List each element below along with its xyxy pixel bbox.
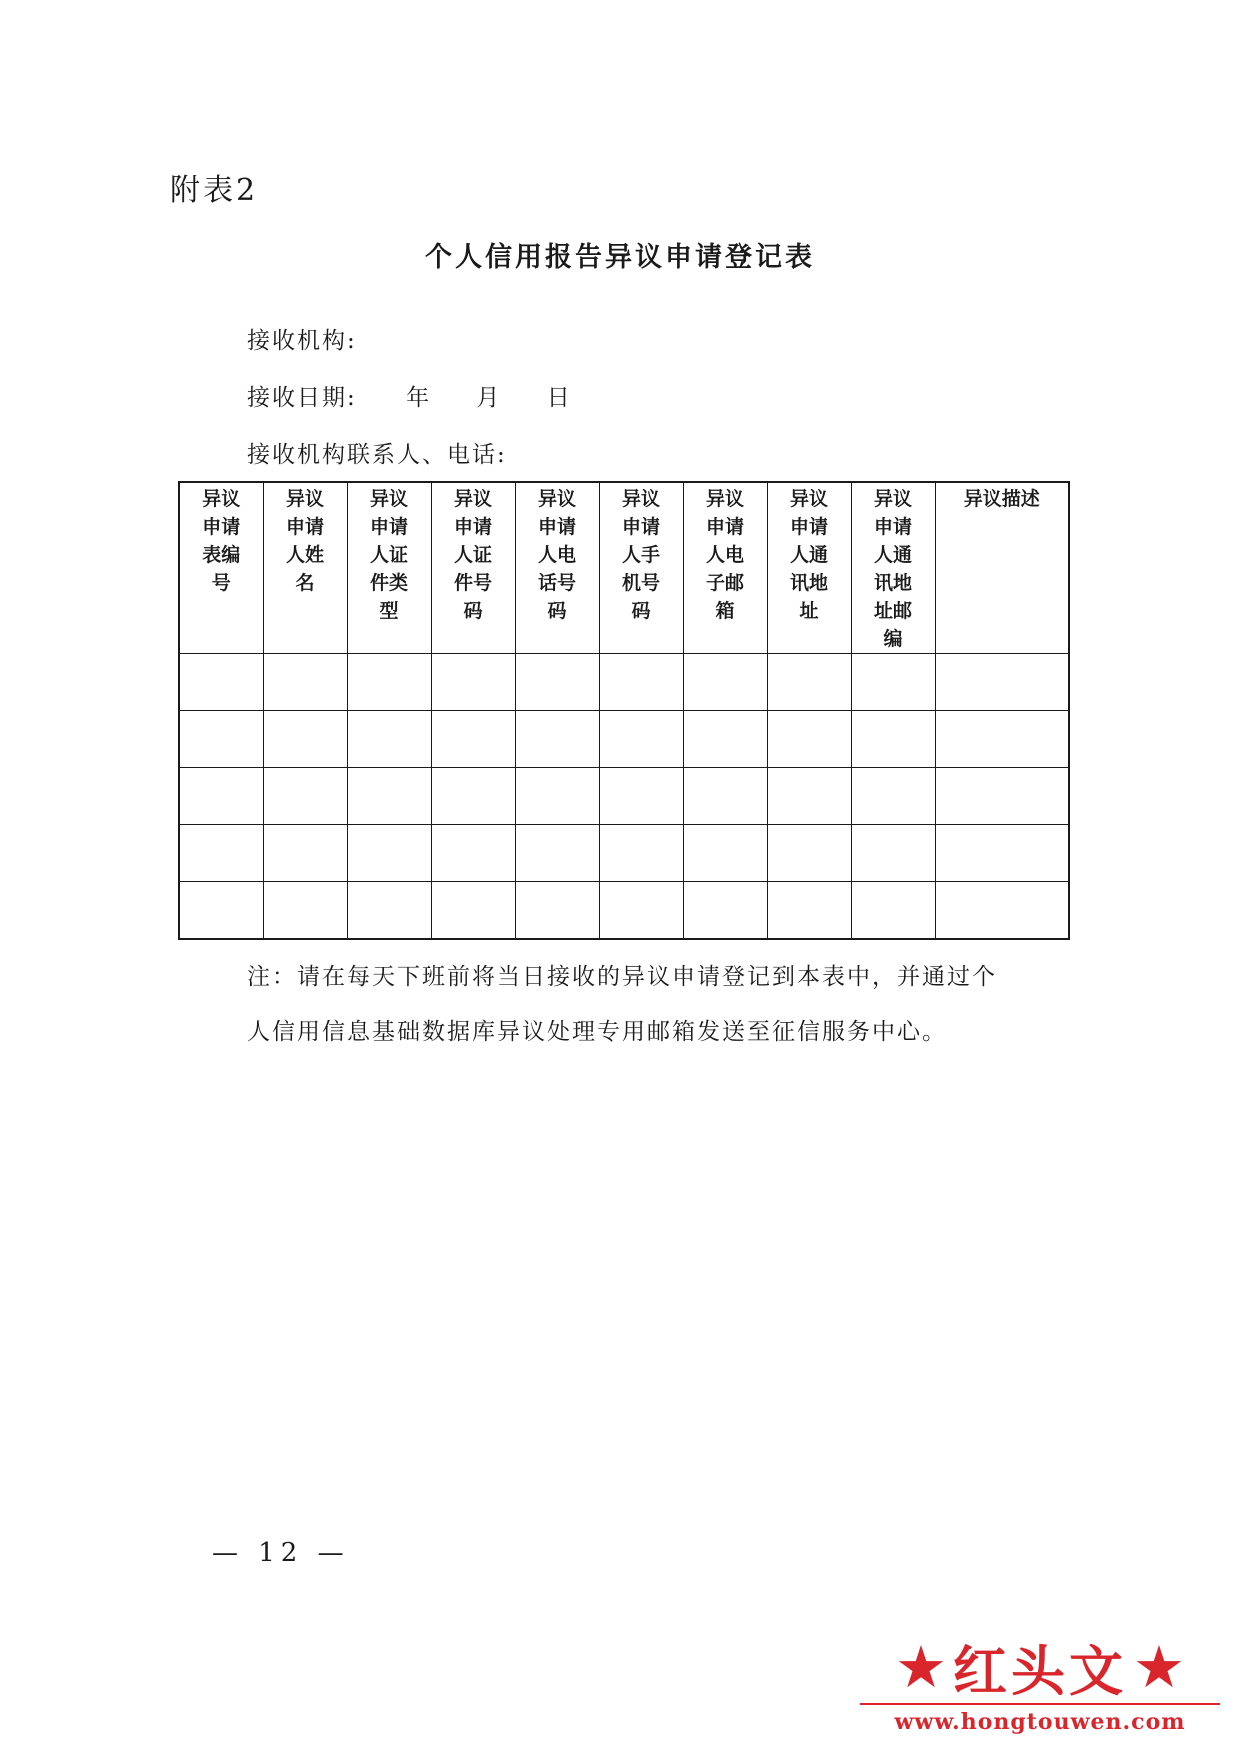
- table-cell: [599, 768, 683, 825]
- table-row: [179, 882, 1069, 940]
- table-cell: [179, 711, 263, 768]
- table-cell: [515, 711, 599, 768]
- table-cell: [851, 768, 935, 825]
- table-cell: [767, 825, 851, 882]
- header-mobile-number: 异议 申请 人手 机号 码: [599, 482, 683, 654]
- table-cell: [263, 711, 347, 768]
- table-cell: [179, 768, 263, 825]
- registration-table: [178, 481, 1070, 940]
- table-cell: [935, 654, 1069, 711]
- table-cell: [599, 882, 683, 940]
- table-cell: [851, 654, 935, 711]
- table-cell: [179, 825, 263, 882]
- table-cell: [767, 882, 851, 940]
- receiving-org-field: 接收机构:: [247, 328, 357, 354]
- header-id-type: 异议 申请 人证 件类 型: [347, 482, 431, 654]
- table-body: [179, 654, 1069, 940]
- table-cell: [515, 768, 599, 825]
- table-cell: [935, 711, 1069, 768]
- table-cell: [851, 711, 935, 768]
- table-cell: [431, 654, 515, 711]
- table-cell: [431, 768, 515, 825]
- star-icon: ★: [1133, 1633, 1185, 1701]
- table-cell: [683, 768, 767, 825]
- date-day: 日: [546, 385, 572, 411]
- date-month: 月: [476, 385, 502, 411]
- watermark-logo: [860, 1635, 1220, 1745]
- table-cell: [347, 882, 431, 940]
- table-cell: [431, 825, 515, 882]
- table-cell: [347, 825, 431, 882]
- table-cell: [935, 768, 1069, 825]
- watermark-url: www.hongtouwen.com: [860, 1703, 1220, 1735]
- table-cell: [683, 882, 767, 940]
- table-cell: [515, 825, 599, 882]
- table-cell: [263, 654, 347, 711]
- page-number: — 12 —: [212, 1538, 350, 1568]
- date-year: 年: [406, 385, 432, 411]
- table-row: [179, 711, 1069, 768]
- table-row: [179, 825, 1069, 882]
- table-cell: [263, 825, 347, 882]
- contact-field: 接收机构联系人、电话:: [247, 442, 507, 468]
- header-description: 异议描述: [935, 482, 1069, 654]
- form-title: 个人信用报告异议申请登记表: [425, 242, 815, 273]
- star-icon: ★: [895, 1633, 947, 1701]
- table-cell: [347, 768, 431, 825]
- receiving-date-label: 接收日期:: [247, 385, 357, 411]
- table-cell: [851, 882, 935, 940]
- table-row: [179, 654, 1069, 711]
- table-cell: [599, 654, 683, 711]
- header-email: 异议 申请 人电 子邮 箱: [683, 482, 767, 654]
- annex-label: 附表2: [170, 173, 259, 208]
- table-row: [179, 768, 1069, 825]
- table-cell: [263, 882, 347, 940]
- table-cell: [683, 711, 767, 768]
- table-cell: [599, 711, 683, 768]
- watermark-text: 红头文: [953, 1639, 1127, 1703]
- receiving-date-field: [247, 379, 572, 412]
- table-cell: [767, 654, 851, 711]
- table-cell: [431, 711, 515, 768]
- header-phone-number: 异议 申请 人电 话号 码: [515, 482, 599, 654]
- note-line-1: 注：请在每天下班前将当日接收的异议申请登记到本表中，并通过个: [247, 964, 997, 990]
- table-cell: [767, 711, 851, 768]
- table-cell: [263, 768, 347, 825]
- table-header-row: [179, 482, 1069, 654]
- table-cell: [179, 654, 263, 711]
- table-cell: [515, 654, 599, 711]
- table-cell: [935, 882, 1069, 940]
- table-cell: [767, 768, 851, 825]
- table-cell: [599, 825, 683, 882]
- note-line-2: 人信用信息基础数据库异议处理专用邮箱发送至征信服务中心。: [247, 1019, 947, 1045]
- table-cell: [935, 825, 1069, 882]
- header-address: 异议 申请 人通 讯地 址: [767, 482, 851, 654]
- table-cell: [179, 882, 263, 940]
- header-form-number: 异议 申请 表编 号: [179, 482, 263, 654]
- table-cell: [683, 825, 767, 882]
- table-cell: [851, 825, 935, 882]
- header-postal-code: 异议 申请 人通 讯地 址邮 编: [851, 482, 935, 654]
- table-cell: [431, 882, 515, 940]
- table-cell: [347, 654, 431, 711]
- header-id-number: 异议 申请 人证 件号 码: [431, 482, 515, 654]
- table-cell: [515, 882, 599, 940]
- table-cell: [683, 654, 767, 711]
- table-cell: [347, 711, 431, 768]
- header-applicant-name: 异议 申请 人姓 名: [263, 482, 347, 654]
